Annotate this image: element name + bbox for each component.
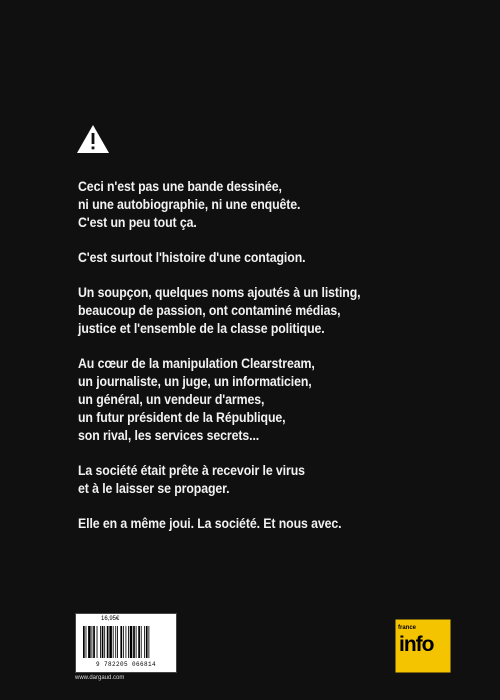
paragraph-2	[78, 249, 382, 267]
text-line: C'est un peu tout ça.	[78, 215, 197, 230]
paragraph-6	[78, 515, 382, 533]
logo-big-text: info	[399, 633, 434, 656]
text-line: justice et l'ensemble de la classe politique.	[78, 321, 325, 336]
warning-triangle-icon	[76, 124, 110, 154]
text-line: un futur président de la République,	[78, 410, 286, 425]
text-line: C'est surtout l'histoire d'une contagion.	[78, 250, 306, 265]
text-line: ni une autobiographie, ni une enquête.	[78, 197, 301, 212]
text-line: un général, un vendeur d'armes,	[78, 392, 265, 407]
text-line: un journaliste, un juge, un informaticien,	[78, 374, 312, 389]
barcode-icon	[82, 626, 170, 658]
paragraph-3	[78, 284, 382, 338]
text-line: beaucoup de passion, ont contaminé médias,	[78, 303, 341, 318]
text-line: et à le laisser se propager.	[78, 481, 230, 496]
paragraph-1	[78, 178, 382, 232]
text-line: Au cœur de la manipulation Clearstream,	[78, 356, 315, 371]
paragraph-5	[78, 462, 382, 498]
barcode-label	[75, 613, 177, 673]
text-line: son rival, les services secrets...	[78, 428, 260, 443]
isbn-number: 9 782205 066814	[95, 661, 156, 668]
price-label: 16,95€	[101, 616, 120, 622]
text-line: La société était prête à recevoir le virus	[78, 463, 305, 478]
paragraph-4	[78, 355, 382, 445]
franceinfo-logo	[395, 619, 451, 673]
text-line: Elle en a même joui. La société. Et nous avec.	[78, 516, 342, 531]
logo-small-text: france	[398, 625, 417, 631]
text-line: Ceci n'est pas une bande dessinée,	[78, 179, 282, 194]
publisher-website: www.dargaud.com	[75, 675, 125, 681]
blurb-text	[78, 178, 382, 550]
text-line: Un soupçon, quelques noms ajoutés à un listing,	[78, 285, 361, 300]
